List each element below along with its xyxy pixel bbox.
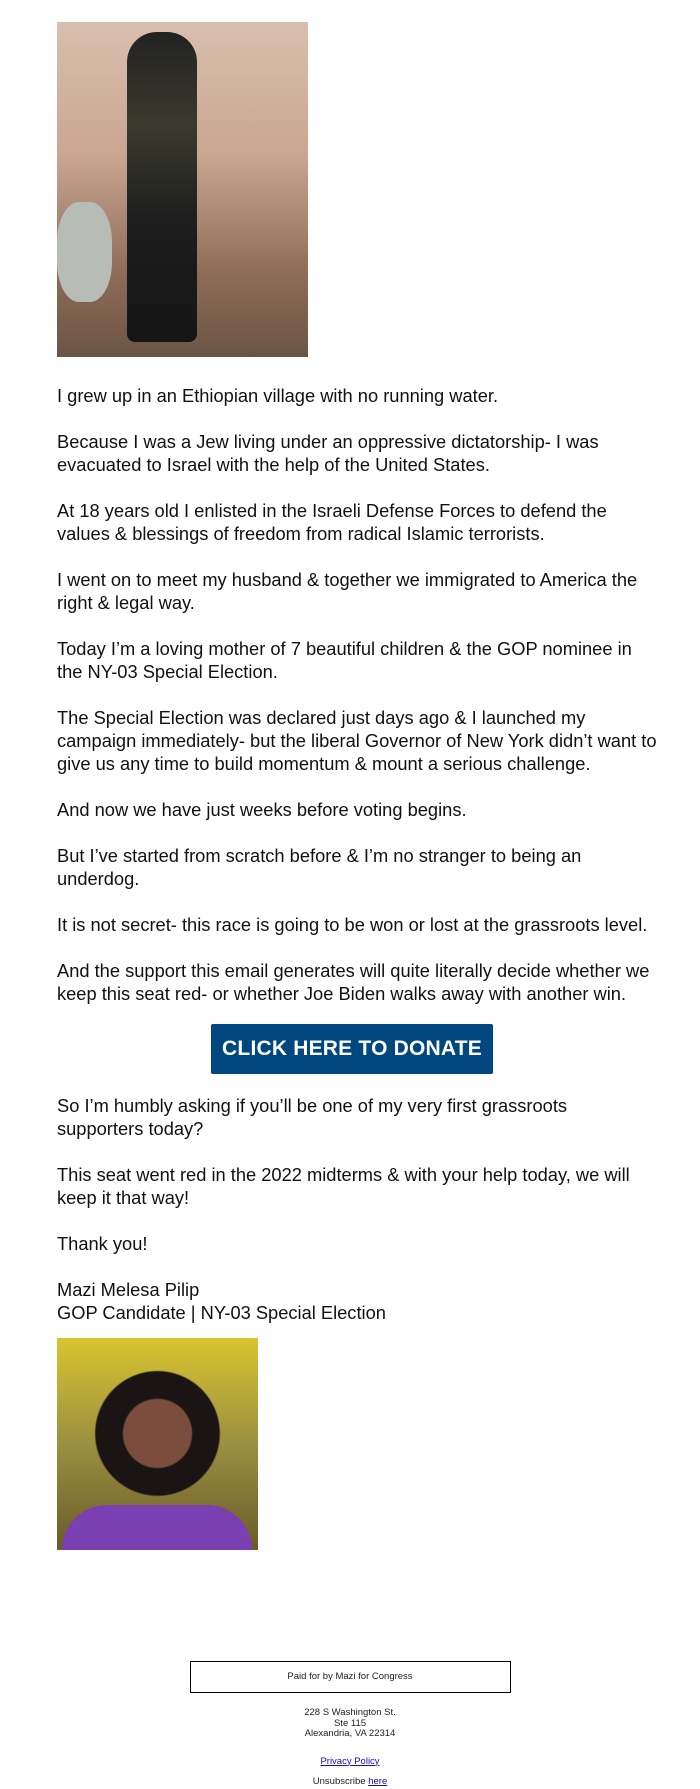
privacy-policy-link[interactable]: Privacy Policy xyxy=(320,1755,380,1767)
signature xyxy=(57,1278,657,1324)
paragraph: This seat went red in the 2022 midterms & with your help today, we will keep it that way! xyxy=(57,1164,630,1208)
donate-button[interactable]: CLICK HERE TO DONATE xyxy=(211,1024,493,1074)
paid-for-disclaimer: Paid for by Mazi for Congress xyxy=(190,1661,511,1693)
paragraph: I went on to meet my husband & together we immigrated to America the right & legal way. xyxy=(57,569,638,613)
paragraph: But I’ve started from scratch before & I’m no stranger to being an underdog. xyxy=(57,845,582,889)
unsubscribe-link[interactable]: here xyxy=(368,1775,388,1787)
paragraph: So I’m humbly asking if you’ll be one of my very first grassroots supporters today? xyxy=(57,1095,568,1139)
address-line: 228 S Washington St. xyxy=(304,1707,396,1718)
email-body xyxy=(57,22,657,1550)
signature-name: Mazi Melesa Pilip xyxy=(57,1279,200,1300)
paragraph: And the support this email generates will quite literally decide whether we keep this seat red- or whether Joe Biden walks away with another win. xyxy=(57,960,650,1004)
signature-title: GOP Candidate | NY-03 Special Election xyxy=(57,1302,386,1323)
candidate-portrait xyxy=(57,1338,258,1550)
paragraph: Thank you! xyxy=(57,1233,148,1254)
unsubscribe-label: Unsubscribe xyxy=(312,1775,369,1787)
paragraph: I grew up in an Ethiopian village with no running water. xyxy=(57,385,499,406)
paragraph: Today I’m a loving mother of 7 beautiful children & the GOP nominee in the NY-03 Special Election. xyxy=(57,638,632,682)
unsubscribe-line xyxy=(0,1776,700,1787)
paragraph: The Special Election was declared just days ago & I launched my campaign immediately- but the liberal Governor of New York didn’t want to give us any time to build momentum & mount a serious challenge. xyxy=(57,707,657,774)
paragraph: It is not secret- this race is going to be won or lost at the grassroots level. xyxy=(57,914,648,935)
address-line: Ste 115 xyxy=(333,1717,367,1729)
paragraph: At 18 years old I enlisted in the Israeli Defense Forces to defend the values & blessings of freedom from radical Islamic terrorists. xyxy=(57,500,607,544)
paragraph: Because I was a Jew living under an oppressive dictatorship- I was evacuated to Israel with the help of the United States. xyxy=(57,431,599,475)
address xyxy=(0,1708,700,1740)
candidate-idf-photo xyxy=(57,22,308,357)
address-line: Alexandria, VA 22314 xyxy=(304,1728,396,1739)
footer xyxy=(0,1661,700,1787)
paragraph: And now we have just weeks before voting begins. xyxy=(57,799,467,820)
